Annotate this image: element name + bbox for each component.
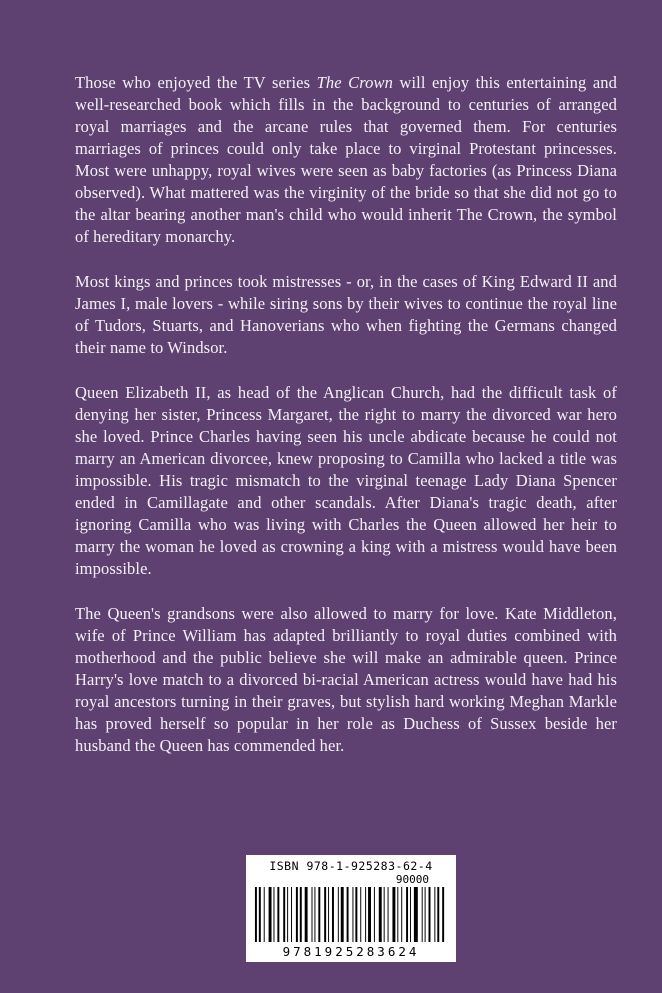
blurb-paragraph: [75, 382, 617, 580]
blurb-paragraph: [75, 603, 617, 757]
barcode-bars: [251, 886, 451, 944]
blurb-text: The Queen's grandsons were also allowed to marry for love. Kate Middleton, wife of Prince William has adapted brilliantly to royal duties combined with motherhood and the public believe she will make an admirable queen. Prince Harry's love match to a divorced bi-racial American actress would have had his royal ancestors turning in their graves, but stylish hard working Meghan Markle has proved herself so popular in her role as Duchess of Sussex beside her husband the Queen has commended her.: [75, 604, 617, 755]
series-title-italic: The Crown: [316, 73, 393, 92]
isbn-label: ISBN 978-1-925283-62-4: [269, 859, 433, 873]
blurb-text: Most kings and princes took mistresses - or, in the cases of King Edward II and James I, male lovers - while siring sons by their wives to continue the royal line of Tudors, Stuarts, and Hanoverians who when fighting the Germans changed their name to Windsor.: [75, 272, 617, 357]
back-cover-blurb: [75, 72, 617, 757]
blurb-text: Queen Elizabeth II, as head of the Anglican Church, had the difficult task of denying her sister, Princess Margaret, the right to marry the divorced war hero she loved. Prince Charles having seen his uncle abdicate because he could not marry an American divorcee, knew proposing to Camilla who lacked a title was impossible. His tragic mismatch to the virginal teenage Lady Diana Spencer ended in Camillagate and other scandals. After Diana's tragic death, after ignoring Camilla who was living with Charles the Queen allowed her heir to marry the woman he loved as crowning a king with a mistress would have been impossible.: [75, 383, 617, 578]
blurb-paragraph: [75, 72, 617, 248]
barcode-number: 9781925283624: [282, 944, 420, 959]
blurb-paragraph: [75, 271, 617, 359]
barcode-bars-svg: [253, 887, 449, 942]
blurb-text: will enjoy this entertaining and well-researched book which fills in the background to centuries of arranged royal marriages and the arcane rules that governed them. For centuries marriages of princes could only take place to virginal Protestant princesses. Most were unhappy, royal wives were seen as baby factories (as Princess Diana observed). What mattered was the virginity of the bride so that she did not go to the altar bearing another man's child who would inherit The Crown, the symbol of hereditary monarchy.: [75, 73, 617, 246]
barcode-panel: [246, 855, 456, 962]
barcode-price-code: 90000: [395, 873, 429, 886]
blurb-text: Those who enjoyed the TV series: [75, 73, 317, 92]
